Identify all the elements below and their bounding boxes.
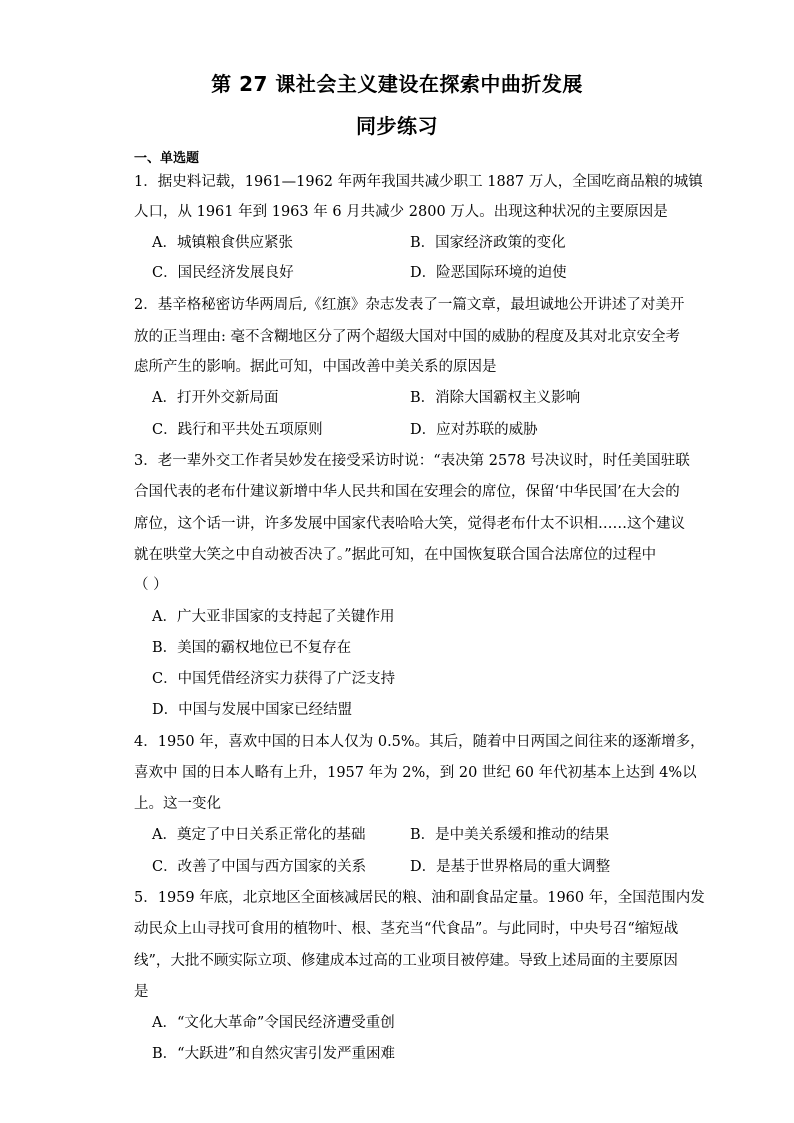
option-b: B．是中美关系缓和推动的结果: [410, 827, 610, 843]
answer-blank: （ ）: [134, 577, 168, 593]
question-text-line: 人口，从 1961 年到 1963 年 6 月共减少 2800 万人。出现这种状况的主要原因是: [134, 204, 668, 220]
question-text-line: 放的正当理由: 毫不含糊地区分了两个超级大国对中国的威胁的程度及其对北京安全考: [134, 329, 680, 345]
option-a: A．奠定了中日关系正常化的基础: [152, 827, 366, 843]
option-a: A．广大亚非国家的支持起了关键作用: [152, 609, 395, 625]
option-b: B．“大跃进”和自然灾害引发严重困难: [152, 1046, 395, 1062]
question-text-line: 5．1959 年底，北京地区全面核减居民的粮、油和副食品定量。1960 年，全国范围内发: [134, 890, 705, 906]
question-text-line: 线”，大批不顾实际立项、修建成本过高的工业项目被停建。导致上述局面的主要原因: [134, 953, 678, 969]
section-heading: 一、单选题: [134, 151, 200, 166]
question-text-line: 虑所产生的影响。据此可知，中国改善中美关系的原因是: [134, 359, 497, 375]
option-a: A．“文化大革命”令国民经济遭受重创: [152, 1015, 395, 1031]
option-b: B．国家经济政策的变化: [410, 235, 566, 251]
question-text-line: 就在哄堂大笑之中自动被否决了。”据此可知，在中国恢复联合国合法席位的过程中: [134, 547, 657, 563]
option-c: C．国民经济发展良好: [152, 265, 294, 281]
page-subtitle: 同步练习: [356, 114, 438, 138]
question-text-line: 是: [134, 984, 149, 1000]
question-text-line: 席位，这个话一讲，许多发展中国家代表哈哈大笑，觉得老布什太不识相……这个建议: [134, 516, 685, 532]
question-text-line: 合国代表的老布什建议新增中华人民共和国在安理会的席位，保留‘中华民国’在大会的: [134, 484, 680, 500]
question-text-line: 2．基辛格秘密访华两周后,《红旗》杂志发表了一篇文章，最坦诚地公开讲述了对美开: [134, 297, 685, 313]
question-text-line: 4．1950 年，喜欢中国的日本人仅为 0.5%。其后，随着中日两国之间往来的逐渐增多，: [134, 734, 705, 750]
option-b: B．消除大国霸权主义影响: [410, 390, 581, 406]
option-b: B．美国的霸权地位已不复存在: [152, 640, 352, 656]
question-text-line: 1．据史料记载，1961—1962 年两年我国共减少职工 1887 万人，全国吃商品粮的城镇: [134, 174, 703, 190]
option-d: D．是基于世界格局的重大调整: [410, 859, 611, 875]
question-text-line: 3．老一辈外交工作者吴妙发在接受采访时说：“表决第 2578 号决议时，时任美国驻联: [134, 453, 690, 469]
option-c: C．中国凭借经济实力获得了广泛支持: [152, 671, 396, 687]
question-text-line: 动民众上山寻找可食用的植物叶、根、茎充当“代食品”。与此同时，中央号召“缩短战: [134, 921, 679, 937]
option-d: D．险恶国际环境的迫使: [410, 265, 567, 281]
option-d: D．中国与发展中国家已经结盟: [152, 702, 353, 718]
option-a: A．城镇粮食供应紧张: [152, 235, 293, 251]
option-c: C．践行和平共处五项原则: [152, 422, 323, 438]
option-d: D．应对苏联的威胁: [410, 422, 538, 438]
question-text-line: 喜欢中 国的日本人略有上升，1957 年为 2%，到 20 世纪 60 年代初基本上达到 4%以: [134, 765, 697, 781]
page-title: 第 27 课社会主义建设在探索中曲折发展: [211, 72, 583, 96]
question-text-line: 上。这一变化: [134, 796, 221, 812]
option-c: C．改善了中国与西方国家的关系: [152, 859, 367, 875]
option-a: A．打开外交新局面: [152, 390, 279, 406]
